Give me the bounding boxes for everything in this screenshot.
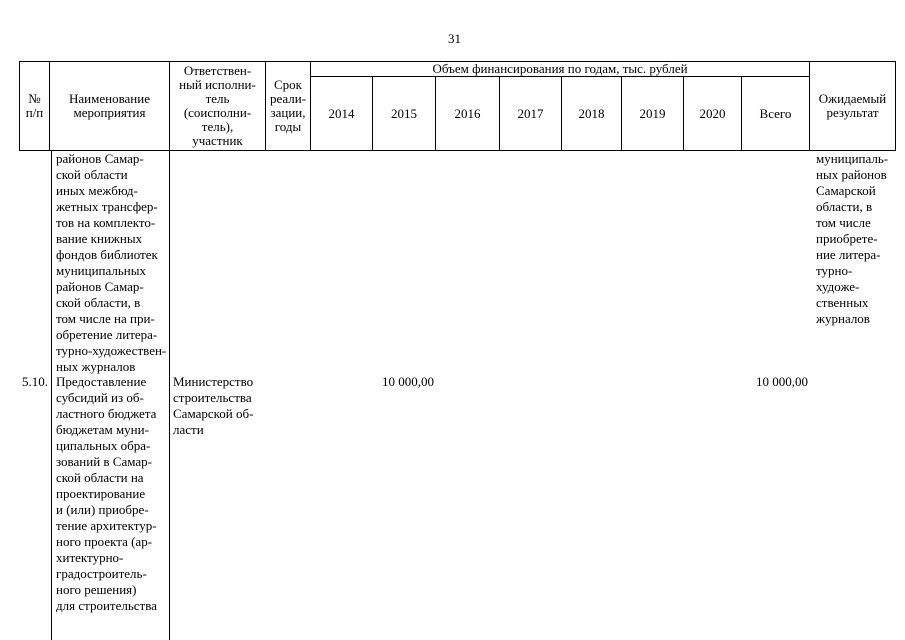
text-line: Предоставление <box>56 374 147 389</box>
continuation-result <box>816 151 888 327</box>
text-line: ласти <box>173 422 204 437</box>
header-total: Всего <box>742 77 810 151</box>
header-num <box>20 62 50 151</box>
row-5-10-num: 5.10. <box>22 374 48 389</box>
row-5-10-responsible <box>173 374 253 438</box>
text-line: муниципаль- <box>816 151 889 166</box>
text-line: Самарской об- <box>173 406 254 421</box>
text-line: Наименование <box>69 91 150 106</box>
row-5-10-value-2015: 10 000,00 <box>382 374 434 389</box>
header-year-2018: 2018 <box>562 77 622 151</box>
text-line: жетных трансфер- <box>56 199 158 214</box>
column-line-name-right <box>169 150 170 640</box>
text-line: № <box>28 91 41 106</box>
text-line: (соисполни- <box>183 105 252 120</box>
text-line: п/п <box>25 105 44 120</box>
text-line: тель <box>205 91 230 106</box>
text-line: вание книжных <box>56 231 143 246</box>
text-line: обретение литера- <box>56 327 158 342</box>
text-line: реали- <box>269 91 307 106</box>
text-line: художе- <box>816 279 860 294</box>
text-line: мероприятия <box>73 105 146 120</box>
page-number: 31 <box>448 31 461 46</box>
text-line: ской области, в <box>56 295 141 310</box>
text-line: Самарской <box>816 183 876 198</box>
text-line: ного решения) <box>56 582 137 597</box>
header-result <box>810 62 896 151</box>
text-line: ного проекта (ар- <box>56 534 153 549</box>
header-year-2014: 2014 <box>311 77 373 151</box>
text-line: градостроитель- <box>56 566 147 581</box>
header-year-2017: 2017 <box>500 77 562 151</box>
text-line: районов Самар- <box>56 151 144 166</box>
text-line: зований в Самар- <box>56 454 152 469</box>
text-line: фондов библиотек <box>56 247 158 262</box>
text-line: зации, <box>270 105 306 120</box>
text-line: ние литера- <box>816 247 881 262</box>
header-term <box>266 62 311 151</box>
text-line: проектирование <box>56 486 146 501</box>
table-header <box>19 61 896 151</box>
text-line: Ответствен- <box>183 63 252 78</box>
text-line: тель), <box>201 119 234 134</box>
text-line: ластного бюджета <box>56 406 157 421</box>
header-name <box>50 62 170 151</box>
text-line: ственных <box>816 295 869 310</box>
text-line: иных межбюд- <box>56 183 138 198</box>
text-line: ципальных обра- <box>56 438 151 453</box>
text-line: том числе <box>816 215 871 230</box>
text-line: ных журналов <box>56 359 136 374</box>
header-year-2019: 2019 <box>622 77 684 151</box>
header-year-2016: 2016 <box>436 77 500 151</box>
text-line: ный исполни- <box>179 77 256 92</box>
continuation-name <box>56 151 166 375</box>
row-5-10-name <box>56 374 157 614</box>
text-line: участник <box>192 133 243 148</box>
text-line: области, в <box>816 199 873 214</box>
text-line: том числе на при- <box>56 311 155 326</box>
column-line-name-left <box>51 150 52 640</box>
text-line: бюджетам муни- <box>56 422 149 437</box>
text-line: приобрете- <box>816 231 878 246</box>
text-line: субсидий из об- <box>56 390 144 405</box>
text-line: турно- <box>816 263 853 278</box>
row-5-10-total: 10 000,00 <box>756 374 808 389</box>
text-line: хитектурно- <box>56 550 124 565</box>
header-responsible <box>170 62 266 151</box>
text-line: Ожидаемый <box>818 91 887 106</box>
text-line: Срок <box>274 77 302 92</box>
text-line: ных районов <box>816 167 887 182</box>
text-line: журналов <box>816 311 870 326</box>
text-line: результат <box>826 105 879 120</box>
text-line: турно-художествен- <box>56 343 167 358</box>
text-line: строительства <box>173 390 252 405</box>
text-line: ской области <box>56 167 128 182</box>
text-line: тов на комплекто- <box>56 215 156 230</box>
text-line: и (или) приобре- <box>56 502 149 517</box>
text-line: тение архитектур- <box>56 518 157 533</box>
header-year-2020: 2020 <box>684 77 742 151</box>
header-year-2015: 2015 <box>373 77 436 151</box>
text-line: годы <box>274 119 302 134</box>
text-line: ской области на <box>56 470 144 485</box>
text-line: для строительства <box>56 598 157 613</box>
header-funding-title: Объем финансирования по годам, тыс. рублей <box>311 62 810 77</box>
text-line: районов Самар- <box>56 279 144 294</box>
text-line: Министерство <box>173 374 254 389</box>
text-line: муниципальных <box>56 263 147 278</box>
